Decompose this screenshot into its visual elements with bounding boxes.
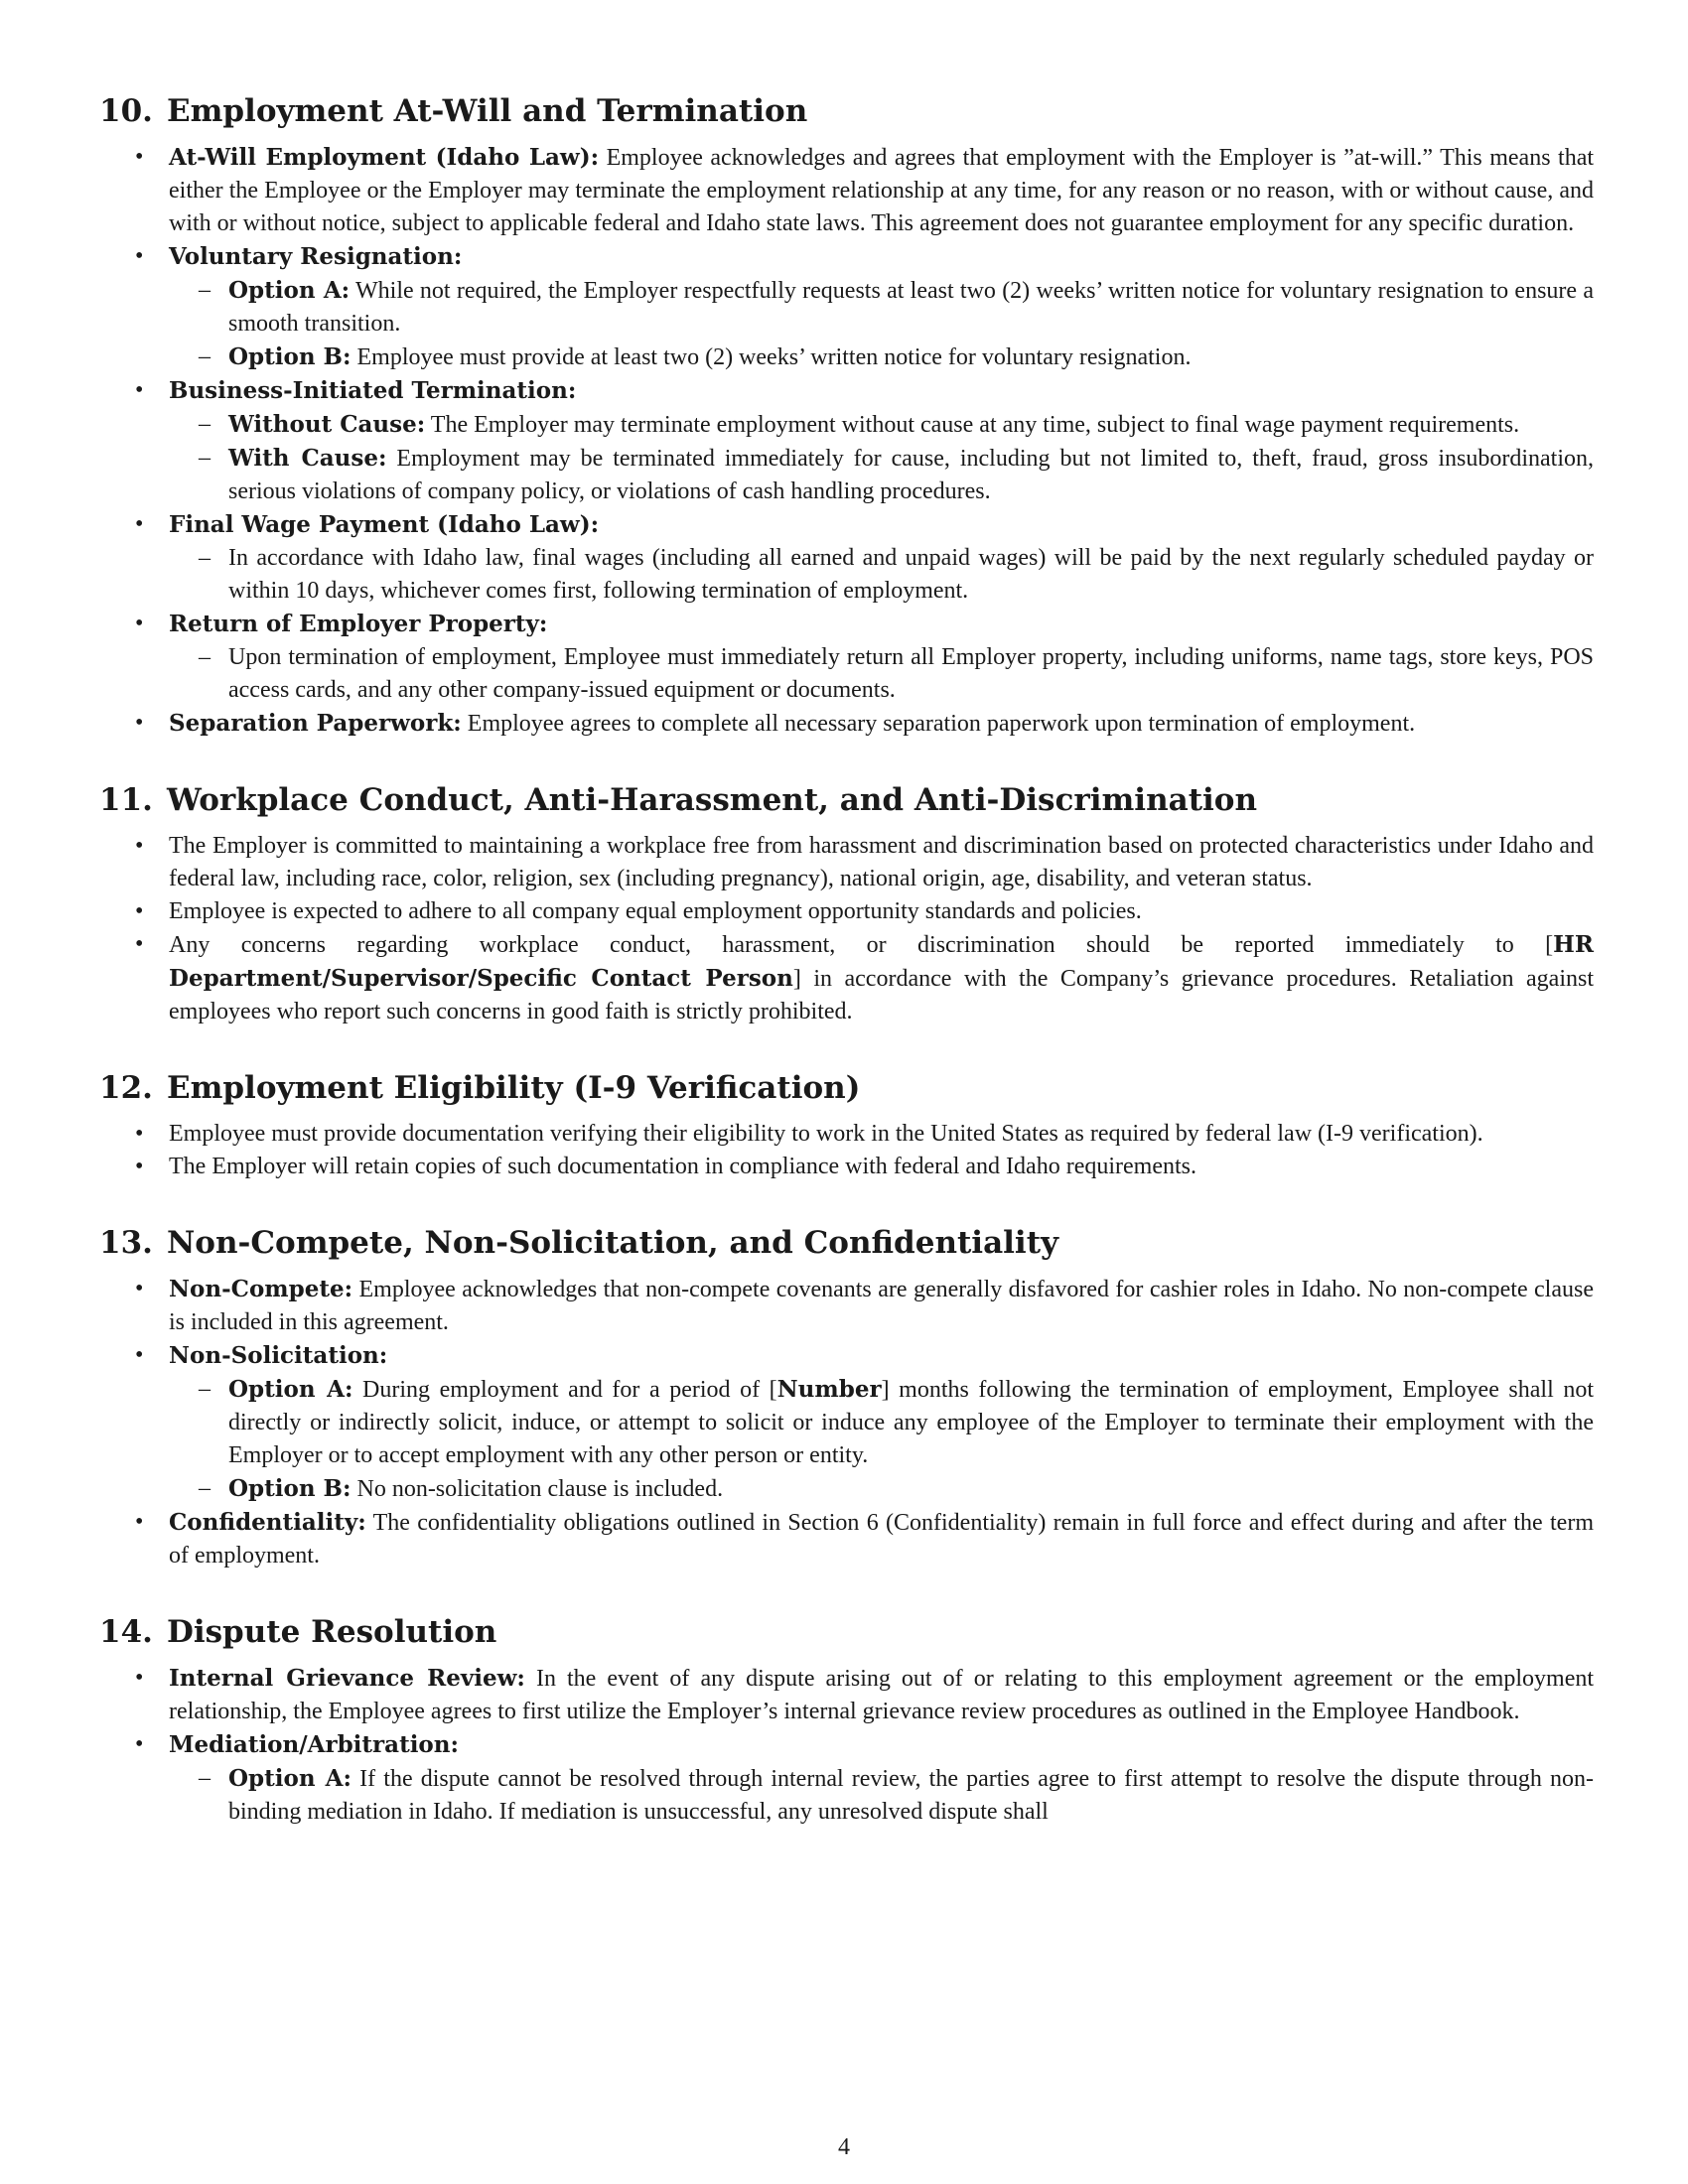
sub-list-item (169, 542, 1594, 608)
list-item (99, 374, 1594, 508)
dash-icon: – (199, 445, 211, 471)
page-number: 4 (838, 2134, 850, 2160)
list-item (99, 1662, 1594, 1728)
list-item (99, 1339, 1594, 1506)
item-text: ] months following the termination of employment, Employee shall not directly or indirectly solicit, induce, or attempt to solicit or induce any employee of the Employer to terminate their employment with the Employer or to accept employment with any other person or entity. (228, 1377, 1594, 1468)
sub-list (169, 1373, 1594, 1506)
item-text: If the dispute cannot be resolved through internal review, the parties agree to first attempt to resolve the dispute through non-binding mediation in Idaho. If mediation is unsuccessful, any unresolved dispute shall (228, 1766, 1594, 1825)
item-text: No non-solicitation clause is included. (351, 1476, 724, 1502)
section-13 (99, 1223, 1594, 1572)
item-lead: Option B: (228, 1475, 352, 1502)
section-heading: Employment Eligibility (I-9 Verification) (166, 1070, 861, 1106)
section-number: 11. (99, 782, 153, 818)
placeholder-contact: HR Department/Supervisor/Specific Contact Person (169, 931, 1594, 992)
dash-icon: – (199, 277, 211, 303)
bullet-icon: • (135, 1342, 144, 1368)
bullet-icon: • (135, 1509, 144, 1535)
list-item (99, 1273, 1594, 1339)
list-item (99, 707, 1594, 741)
list-item (99, 508, 1594, 608)
item-lead: With Cause: (228, 445, 387, 472)
item-lead: Final Wage Payment (Idaho Law): (169, 511, 600, 538)
item-lead: Separation Paperwork: (169, 710, 462, 737)
sub-list (169, 1762, 1594, 1829)
bullet-icon: • (135, 1731, 144, 1757)
bullet-icon: • (135, 833, 144, 859)
dash-icon: – (199, 1475, 211, 1501)
item-text: Employee must provide documentation verifying their eligibility to work in the United States as required by federal law (I-9 verification). (169, 1121, 1483, 1147)
sub-list (169, 542, 1594, 608)
item-lead: Without Cause: (228, 411, 426, 438)
section-heading: Non-Compete, Non-Solicitation, and Confidentiality (166, 1225, 1059, 1261)
item-text: Employee agrees to complete all necessary separation paperwork upon termination of employment. (461, 711, 1416, 737)
dash-icon: – (199, 1376, 211, 1402)
section-title (99, 780, 1594, 820)
item-text: Employee is expected to adhere to all company equal employment opportunity standards and policies. (169, 898, 1142, 924)
item-text: The Employer may terminate employment without cause at any time, subject to final wage payment requirements. (425, 412, 1520, 438)
item-lead: Confidentiality: (169, 1509, 366, 1536)
section-14 (99, 1612, 1594, 1829)
sub-list-item (169, 408, 1594, 442)
sub-list-item (169, 641, 1594, 707)
section-title (99, 1223, 1594, 1263)
bullet-icon: • (135, 1154, 144, 1179)
list-item (99, 830, 1594, 895)
item-text: Employee acknowledges that non-compete covenants are generally disfavored for cashier roles in Idaho. No non-compete clause is included in this agreement. (169, 1277, 1594, 1335)
item-lead: Option A: (228, 1765, 352, 1792)
list-item (99, 1728, 1594, 1829)
list-item (99, 608, 1594, 707)
section-heading: Dispute Resolution (166, 1614, 497, 1650)
document-page (99, 91, 1594, 1829)
sub-list-item (169, 1762, 1594, 1829)
sub-list-item (169, 341, 1594, 374)
bullet-icon: • (135, 511, 144, 537)
sub-list-item (169, 274, 1594, 341)
list-item (99, 1151, 1594, 1183)
item-text: Any concerns regarding workplace conduct, harassment, or discrimination should be reported immediately to [ (169, 932, 1554, 958)
item-lead: Non-Compete: (169, 1276, 353, 1302)
item-text: The Employer is committed to maintaining a workplace free from harassment and discrimination based on protected characteristics under Idaho and federal law, including race, color, religion, sex (including pregnancy), national origin, age, disability, and veteran status. (169, 833, 1594, 891)
bullet-list (99, 1273, 1594, 1572)
item-text: The confidentiality obligations outlined in Section 6 (Confidentiality) remain in full force and effect during and after the term of employment. (169, 1510, 1594, 1569)
section-heading: Employment At-Will and Termination (166, 93, 808, 129)
list-item (99, 240, 1594, 374)
section-title (99, 1612, 1594, 1652)
bullet-icon: • (135, 1276, 144, 1301)
item-text: In the event of any dispute arising out of or relating to this employment agreement or the employment relationship, the Employee agrees to first utilize the Employer’s internal grievance review procedures as outlined in the Employee Handbook. (169, 1666, 1595, 1724)
bullet-icon: • (135, 611, 144, 636)
section-heading: Workplace Conduct, Anti-Harassment, and Anti-Discrimination (166, 782, 1258, 818)
bullet-icon: • (135, 710, 144, 736)
bullet-list (99, 830, 1594, 1028)
item-lead: Option B: (228, 343, 352, 370)
item-text: Upon termination of employment, Employee must immediately return all Employer property, including uniforms, name tags, store keys, POS access cards, and any other company-issued equipment or documents. (228, 644, 1594, 703)
item-lead: Voluntary Resignation: (169, 243, 463, 270)
item-text: In accordance with Idaho law, final wages (including all earned and unpaid wages) will be paid by the next regularly scheduled payday or within 10 days, whichever comes first, following termination of employment. (228, 545, 1594, 604)
item-lead: Internal Grievance Review: (169, 1665, 525, 1692)
bullet-icon: • (135, 1665, 144, 1691)
bullet-icon: • (135, 931, 144, 957)
sub-list (169, 408, 1594, 508)
section-12 (99, 1068, 1594, 1183)
item-lead: Mediation/Arbitration: (169, 1731, 459, 1758)
bullet-icon: • (135, 144, 144, 170)
dash-icon: – (199, 1765, 211, 1791)
list-item (99, 895, 1594, 928)
dash-icon: – (199, 411, 211, 437)
section-number: 12. (99, 1070, 153, 1106)
dash-icon: – (199, 343, 211, 369)
bullet-icon: • (135, 377, 144, 403)
list-item (99, 1506, 1594, 1572)
bullet-list (99, 1662, 1594, 1829)
item-lead: Option A: (228, 1376, 353, 1403)
item-lead: Business-Initiated Termination: (169, 377, 577, 404)
sub-list (169, 641, 1594, 707)
sub-list-item (169, 442, 1594, 508)
item-lead: Option A: (228, 277, 351, 304)
item-text: ] in accordance with the Company’s grievance procedures. Retaliation against employees who report such concerns in good faith is strictly prohibited. (169, 966, 1594, 1024)
section-11 (99, 780, 1594, 1028)
item-text: While not required, the Employer respectfully requests at least two (2) weeks’ written notice for voluntary resignation to ensure a smooth transition. (228, 278, 1594, 337)
bullet-icon: • (135, 898, 144, 924)
list-item (99, 1118, 1594, 1151)
item-text: Employee must provide at least two (2) weeks’ written notice for voluntary resignation. (351, 344, 1192, 370)
bullet-list (99, 1118, 1594, 1183)
section-10 (99, 91, 1594, 741)
item-text: Employment may be terminated immediately for cause, including but not limited to, theft, fraud, gross insubordination, serious violations of company policy, or violations of cash handling procedures. (228, 446, 1594, 504)
list-item (99, 928, 1594, 1028)
sub-list (169, 274, 1594, 374)
dash-icon: – (199, 644, 211, 670)
item-text: During employment and for a period of [ (352, 1377, 777, 1403)
item-lead: Non-Solicitation: (169, 1342, 388, 1369)
item-text: Employee acknowledges and agrees that employment with the Employer is ”at-will.” This means that either the Employee or the Employer may terminate the employment relationship at any time, for any reason or no reason, with or without cause, and with or without notice, subject to applicable federal and Idaho state laws. This agreement does not guarantee employment for any specific duration. (169, 145, 1595, 236)
section-number: 10. (99, 93, 153, 129)
bullet-list (99, 141, 1594, 741)
item-text: The Employer will retain copies of such documentation in compliance with federal and Idaho requirements. (169, 1154, 1196, 1179)
section-title (99, 1068, 1594, 1108)
section-number: 13. (99, 1225, 153, 1261)
section-number: 14. (99, 1614, 153, 1650)
item-lead: Return of Employer Property: (169, 611, 548, 637)
section-title (99, 91, 1594, 131)
placeholder-number: Number (776, 1376, 882, 1403)
sub-list-item (169, 1373, 1594, 1472)
sub-list-item (169, 1472, 1594, 1506)
list-item (99, 141, 1594, 240)
dash-icon: – (199, 545, 211, 571)
item-lead: At-Will Employment (Idaho Law): (169, 144, 600, 171)
bullet-icon: • (135, 1121, 144, 1147)
bullet-icon: • (135, 243, 144, 269)
